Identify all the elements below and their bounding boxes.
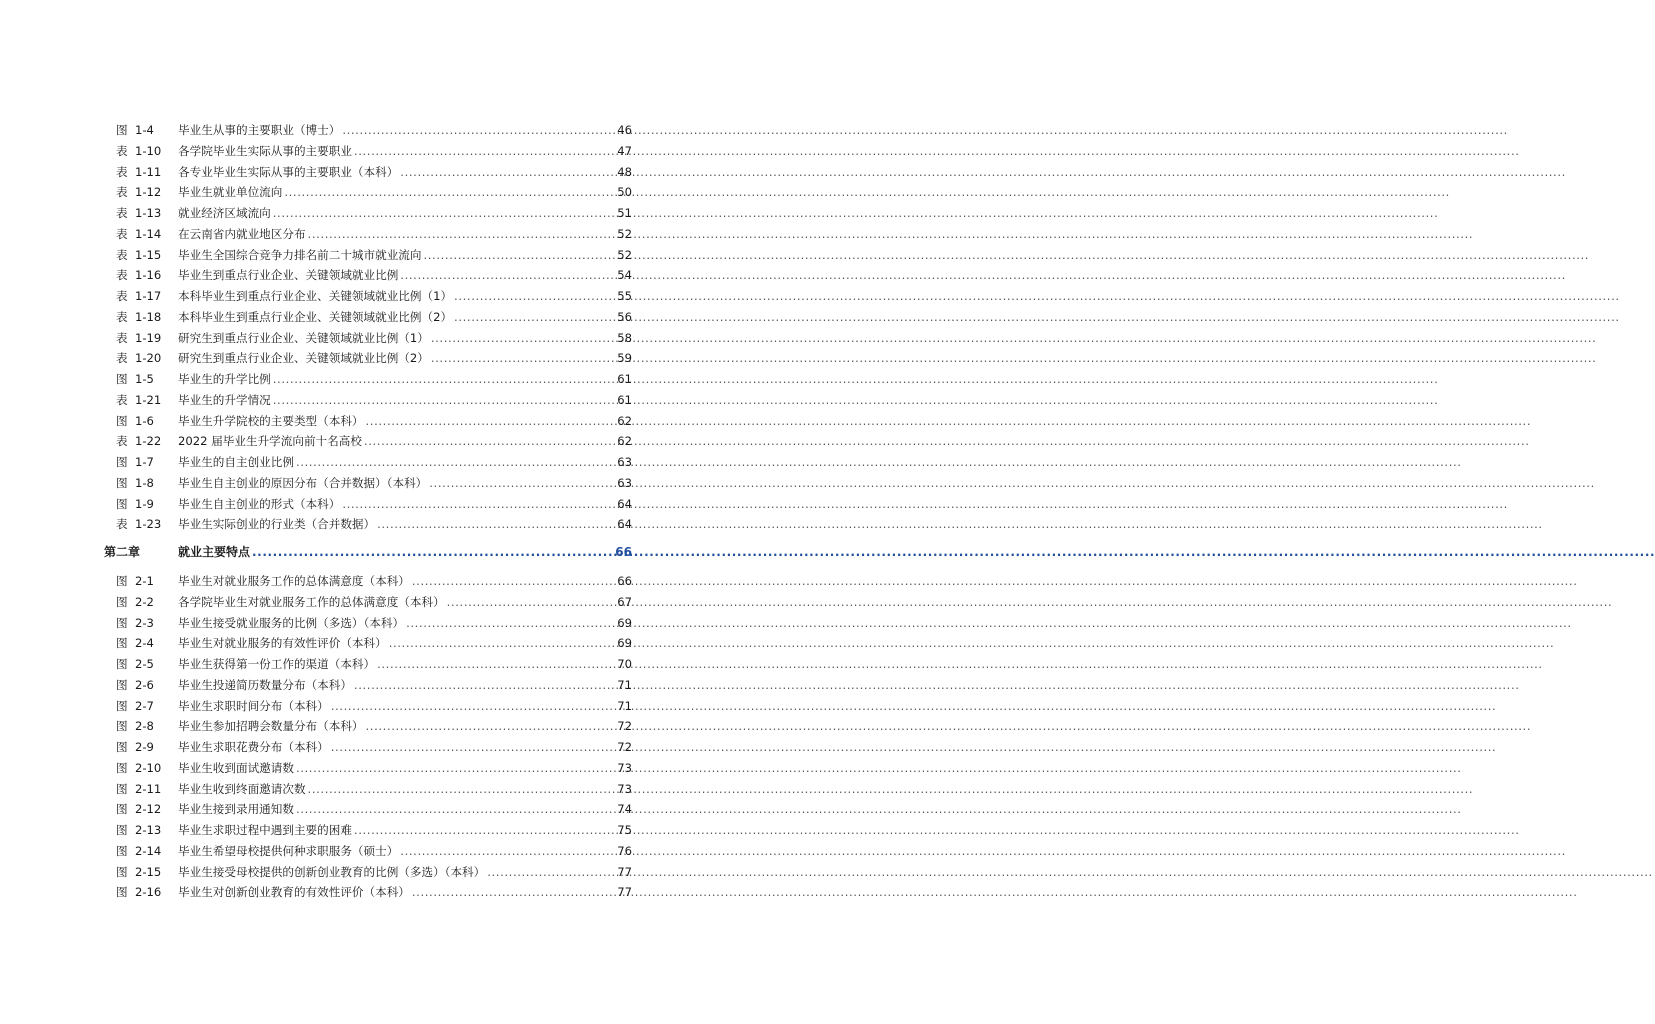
- dot-leader: [366, 716, 614, 737]
- toc-entry[interactable]: [104, 369, 632, 390]
- dot-leader: [454, 307, 614, 328]
- entry-kind: 图: [116, 843, 128, 858]
- entry-kind: 图: [116, 719, 128, 734]
- entry-page-number: 52: [617, 226, 632, 241]
- entry-title: 毕业生投递简历数量分布（本科）: [178, 677, 352, 692]
- entry-number: 1-22: [135, 434, 162, 449]
- entry-label: [104, 820, 178, 841]
- entry-title: 毕业生获得第一份工作的渠道（本科）: [178, 657, 376, 671]
- entry-number: 2-10: [135, 760, 162, 775]
- toc-entry[interactable]: [104, 307, 632, 328]
- entry-number: 2-13: [135, 823, 162, 837]
- entry-page-number: 63: [617, 455, 632, 469]
- entry-label: [104, 758, 178, 779]
- toc-entry[interactable]: [104, 514, 632, 535]
- entry-label: [104, 265, 178, 286]
- toc-entry[interactable]: [104, 799, 632, 820]
- entry-kind: 图: [116, 864, 128, 879]
- entry-title: 各学院毕业生对就业服务工作的总体满意度（本科）: [178, 594, 445, 609]
- entry-label: [104, 592, 178, 613]
- toc-chapter-heading[interactable]: [104, 537, 632, 567]
- entry-label: [104, 716, 178, 737]
- entry-title: 毕业生希望母校提供何种求职服务（硕士）: [178, 843, 399, 858]
- toc-entry[interactable]: [104, 820, 632, 841]
- entry-page-number: 56: [617, 309, 632, 324]
- dot-leader: [429, 473, 614, 494]
- entry-label: [104, 328, 178, 349]
- dot-leader: [331, 696, 614, 717]
- entry-label: [104, 779, 178, 800]
- entry-title: 毕业生对创新创业教育的有效性评价（本科）: [178, 885, 410, 900]
- entry-title: 毕业生实际创业的行业类（合并数据）: [178, 517, 376, 532]
- entry-kind: 表: [116, 351, 128, 366]
- dot-leader: [389, 633, 614, 654]
- entry-page-number: 67: [617, 594, 632, 609]
- entry-number: 1-10: [135, 143, 162, 158]
- toc-entry[interactable]: [104, 203, 632, 224]
- toc-entry[interactable]: [104, 737, 632, 758]
- entry-page-number: 55: [617, 289, 632, 303]
- entry-title: 在云南省内就业地区分布: [178, 226, 306, 241]
- toc-entry[interactable]: [104, 473, 632, 494]
- entry-number: 2-4: [135, 636, 154, 651]
- entry-label: [104, 369, 178, 390]
- dot-leader: [412, 882, 614, 903]
- entry-kind: 图: [116, 455, 128, 469]
- entry-label: [104, 841, 178, 862]
- toc-entry[interactable]: [104, 182, 632, 203]
- entry-number: 2-14: [135, 843, 162, 858]
- entry-number: 1-4: [135, 123, 154, 137]
- entry-page-number: 72: [617, 740, 632, 754]
- document-page: [0, 0, 724, 1024]
- dot-leader: [431, 348, 614, 369]
- entry-title: 毕业生接到录用通知数: [178, 802, 294, 817]
- dot-leader: [400, 841, 614, 862]
- dot-leader: [296, 758, 614, 779]
- entry-label: [104, 675, 178, 696]
- dot-leader: [273, 203, 614, 224]
- entry-kind: 图: [116, 740, 128, 754]
- entry-kind: 图: [116, 372, 128, 386]
- entry-title: 就业经济区域流向: [178, 206, 271, 220]
- toc-entry[interactable]: [104, 411, 632, 432]
- entry-number: 1-16: [135, 268, 162, 283]
- toc-entry[interactable]: [104, 120, 632, 141]
- dot-leader: [296, 799, 614, 820]
- dot-leader: [308, 224, 614, 245]
- chapter-page-number: 66: [615, 545, 632, 559]
- entry-kind: 图: [116, 594, 128, 609]
- toc-entry[interactable]: [104, 696, 632, 717]
- entry-kind: 图: [116, 413, 128, 428]
- entry-page-number: 73: [617, 760, 632, 775]
- dot-leader: [308, 779, 614, 800]
- entry-title: 毕业生参加招聘会数量分布（本科）: [178, 719, 364, 734]
- toc-entry[interactable]: [104, 862, 632, 883]
- entry-page-number: 58: [617, 330, 632, 345]
- entry-number: 1-6: [135, 413, 154, 428]
- entry-label: [104, 633, 178, 654]
- entry-number: 2-8: [135, 719, 154, 734]
- entry-number: 2-5: [135, 657, 154, 671]
- toc-entry[interactable]: [104, 882, 632, 903]
- entry-title: 毕业生对就业服务工作的总体满意度（本科）: [178, 574, 410, 588]
- entry-kind: 表: [116, 434, 128, 449]
- entry-number: 2-3: [135, 615, 154, 630]
- entry-kind: 图: [116, 475, 128, 490]
- entry-number: 2-12: [135, 802, 162, 817]
- entry-number: 1-19: [135, 330, 162, 345]
- entry-title: 毕业生求职过程中遇到主要的困难: [178, 823, 352, 837]
- entry-label: [104, 307, 178, 328]
- entry-title: 毕业生就业单位流向: [178, 185, 283, 200]
- entry-label: [104, 120, 178, 141]
- entry-label: [104, 613, 178, 634]
- entry-page-number: 51: [617, 206, 632, 220]
- entry-title: 毕业生到重点行业企业、关键领域就业比例: [178, 268, 399, 283]
- entry-label: [104, 882, 178, 903]
- entry-number: 1-21: [135, 392, 162, 407]
- dot-leader: [377, 514, 614, 535]
- entry-page-number: 71: [617, 698, 632, 713]
- dot-leader: [400, 265, 614, 286]
- dot-leader: [412, 571, 614, 592]
- entry-number: 1-23: [135, 517, 162, 532]
- entry-title: 毕业生升学院校的主要类型（本科）: [178, 413, 364, 428]
- entry-kind: 图: [116, 657, 128, 671]
- entry-label: [104, 452, 178, 473]
- dot-leader: [406, 613, 614, 634]
- entry-label: [104, 245, 178, 266]
- entry-number: 1-9: [135, 496, 154, 511]
- entry-page-number: 71: [617, 677, 632, 692]
- entry-kind: 图: [116, 123, 128, 137]
- toc-entry[interactable]: [104, 245, 632, 266]
- entry-kind: 图: [116, 677, 128, 692]
- entry-page-number: 76: [617, 843, 632, 858]
- entry-kind: 图: [116, 760, 128, 775]
- entry-label: [104, 348, 178, 369]
- toc-entry[interactable]: [104, 328, 632, 349]
- toc-entry[interactable]: [104, 654, 632, 675]
- dot-leader: [354, 820, 614, 841]
- entry-title: 研究生到重点行业企业、关键领域就业比例（1）: [178, 330, 429, 345]
- toc-entry[interactable]: [104, 779, 632, 800]
- entry-kind: 图: [116, 496, 128, 511]
- entry-kind: 图: [116, 885, 128, 900]
- entry-number: 2-16: [135, 885, 162, 900]
- dot-leader: [342, 494, 614, 515]
- entry-title: 毕业生求职时间分布（本科）: [178, 698, 329, 713]
- entry-kind: 表: [116, 330, 128, 345]
- entry-kind: 图: [116, 698, 128, 713]
- dot-leader: [273, 369, 614, 390]
- entry-number: 2-2: [135, 594, 154, 609]
- entry-title: 各学院毕业生实际从事的主要职业: [178, 143, 352, 158]
- dot-leader: [364, 431, 614, 452]
- entry-page-number: 77: [617, 864, 632, 879]
- entry-title: 本科毕业生到重点行业企业、关键领域就业比例（1）: [178, 289, 453, 303]
- entry-kind: 表: [116, 226, 128, 241]
- entry-kind: 表: [116, 206, 128, 220]
- entry-title: 毕业生求职花费分布（本科）: [178, 740, 329, 754]
- entry-title: 毕业生自主创业的原因分布（合并数据）（本科）: [178, 475, 428, 490]
- entry-page-number: 74: [617, 802, 632, 817]
- entry-page-number: 70: [617, 657, 632, 671]
- dot-leader: [252, 537, 613, 567]
- dot-leader: [487, 862, 614, 883]
- entry-label: [104, 571, 178, 592]
- toc-entry[interactable]: [104, 716, 632, 737]
- dot-leader: [400, 162, 614, 183]
- dot-leader: [331, 737, 614, 758]
- entry-page-number: 59: [617, 351, 632, 366]
- chapter-title: 就业主要特点: [178, 545, 251, 559]
- entry-number: 1-8: [135, 475, 154, 490]
- entry-number: 2-7: [135, 698, 154, 713]
- entry-title: 2022 届毕业生升学流向前十名高校: [178, 434, 362, 449]
- entry-number: 1-12: [135, 185, 162, 200]
- toc-entry[interactable]: [104, 592, 632, 613]
- entry-label: [104, 473, 178, 494]
- entry-number: 1-14: [135, 226, 162, 241]
- entry-title: 毕业生全国综合竞争力排名前二十城市就业流向: [178, 247, 422, 262]
- dot-leader: [431, 328, 614, 349]
- entry-page-number: 66: [617, 574, 632, 588]
- toc-entry[interactable]: [104, 841, 632, 862]
- entry-title: 毕业生接受母校提供的创新创业教育的比例（多选）（本科）: [178, 864, 486, 879]
- entry-page-number: 64: [617, 496, 632, 511]
- entry-number: 1-11: [135, 164, 162, 179]
- entry-number: 1-15: [135, 247, 162, 262]
- entry-label: [104, 286, 178, 307]
- entry-label: [104, 514, 178, 535]
- entry-page-number: 73: [617, 781, 632, 796]
- entry-title: 毕业生的自主创业比例: [178, 455, 294, 469]
- toc-entry[interactable]: [104, 348, 632, 369]
- dot-leader: [447, 592, 614, 613]
- dot-leader: [273, 390, 614, 411]
- entry-page-number: 75: [617, 823, 632, 837]
- toc-entry[interactable]: [104, 494, 632, 515]
- toc-entry[interactable]: [104, 224, 632, 245]
- toc-entry[interactable]: [104, 452, 632, 473]
- entry-kind: 表: [116, 392, 128, 407]
- toc-entry[interactable]: [104, 675, 632, 696]
- entry-label: [104, 737, 178, 758]
- entry-page-number: 72: [617, 719, 632, 734]
- entry-number: 1-20: [135, 351, 162, 366]
- entry-kind: 图: [116, 615, 128, 630]
- entry-page-number: 69: [617, 636, 632, 651]
- entry-label: [104, 203, 178, 224]
- entry-title: 毕业生接受就业服务的比例（多选）（本科）: [178, 615, 405, 630]
- entry-kind: 表: [116, 268, 128, 283]
- entry-label: [104, 431, 178, 452]
- dot-leader: [377, 654, 614, 675]
- entry-number: 1-17: [135, 289, 162, 303]
- toc-entry[interactable]: [104, 390, 632, 411]
- entry-kind: 表: [116, 185, 128, 200]
- dot-leader: [354, 675, 614, 696]
- toc-entry[interactable]: [104, 286, 632, 307]
- toc-section-chapter-2-entries: [104, 571, 632, 903]
- entry-label: [104, 799, 178, 820]
- entry-kind: 图: [116, 636, 128, 651]
- entry-title: 各专业毕业生实际从事的主要职业（本科）: [178, 164, 399, 179]
- entry-kind: 表: [116, 309, 128, 324]
- entry-label: [104, 390, 178, 411]
- dot-leader: [284, 182, 614, 203]
- dot-leader: [354, 141, 614, 162]
- entry-page-number: 62: [617, 434, 632, 449]
- entry-page-number: 46: [617, 123, 632, 137]
- dot-leader: [366, 411, 614, 432]
- entry-title: 毕业生对就业服务的有效性评价（本科）: [178, 636, 387, 651]
- entry-label: [104, 224, 178, 245]
- entry-page-number: 54: [617, 268, 632, 283]
- entry-title: 本科毕业生到重点行业企业、关键领域就业比例（2）: [178, 309, 453, 324]
- toc-entry[interactable]: [104, 758, 632, 779]
- entry-page-number: 48: [617, 164, 632, 179]
- toc-entry[interactable]: [104, 141, 632, 162]
- entry-page-number: 52: [617, 247, 632, 262]
- entry-kind: 表: [116, 247, 128, 262]
- chapter-label: 第二章: [104, 545, 141, 559]
- toc-entry[interactable]: [104, 613, 632, 634]
- entry-kind: 图: [116, 823, 128, 837]
- entry-label: [104, 494, 178, 515]
- entry-number: 2-11: [135, 781, 162, 796]
- toc-entry[interactable]: [104, 633, 632, 654]
- entry-title: 毕业生从事的主要职业（博士）: [178, 123, 341, 137]
- entry-label: [104, 696, 178, 717]
- toc-entry[interactable]: [104, 265, 632, 286]
- toc-entry[interactable]: [104, 571, 632, 592]
- entry-number: 1-13: [135, 206, 162, 220]
- dot-leader: [342, 120, 614, 141]
- dot-leader: [423, 245, 614, 266]
- entry-number: 2-6: [135, 677, 154, 692]
- entry-kind: 表: [116, 517, 128, 532]
- entry-kind: 图: [116, 574, 128, 588]
- toc-entry[interactable]: [104, 431, 632, 452]
- dot-leader: [296, 452, 614, 473]
- entry-kind: 图: [116, 802, 128, 817]
- entry-kind: 表: [116, 289, 128, 303]
- entry-label: [104, 141, 178, 162]
- entry-number: 1-7: [135, 455, 154, 469]
- entry-page-number: 61: [617, 392, 632, 407]
- entry-title: 毕业生的升学情况: [178, 392, 271, 407]
- entry-label: [104, 654, 178, 675]
- entry-number: 2-1: [135, 574, 154, 588]
- entry-number: 2-15: [135, 864, 162, 879]
- entry-page-number: 69: [617, 615, 632, 630]
- entry-kind: 表: [116, 164, 128, 179]
- toc-entry[interactable]: [104, 162, 632, 183]
- entry-label: [104, 862, 178, 883]
- entry-title: 毕业生收到面试邀请数: [178, 760, 294, 775]
- entry-kind: 表: [116, 143, 128, 158]
- toc-section-chapter-1-entries: [104, 120, 632, 535]
- dot-leader: [454, 286, 614, 307]
- entry-title: 研究生到重点行业企业、关键领域就业比例（2）: [178, 351, 429, 366]
- entry-page-number: 77: [617, 885, 632, 900]
- entry-title: 毕业生收到终面邀请次数: [178, 781, 306, 796]
- entry-number: 1-5: [135, 372, 154, 386]
- entry-label: [104, 162, 178, 183]
- entry-page-number: 63: [617, 475, 632, 490]
- entry-page-number: 64: [617, 517, 632, 532]
- entry-label: [104, 411, 178, 432]
- entry-page-number: 61: [617, 372, 632, 386]
- entry-label: [104, 182, 178, 203]
- entry-kind: 图: [116, 781, 128, 796]
- entry-title: 毕业生的升学比例: [178, 372, 271, 386]
- entry-title: 毕业生自主创业的形式（本科）: [178, 496, 341, 511]
- entry-page-number: 62: [617, 413, 632, 428]
- entry-number: 1-18: [135, 309, 162, 324]
- entry-page-number: 50: [617, 185, 632, 200]
- entry-page-number: 47: [617, 143, 632, 158]
- table-of-contents: [104, 120, 632, 903]
- entry-number: 2-9: [135, 740, 154, 754]
